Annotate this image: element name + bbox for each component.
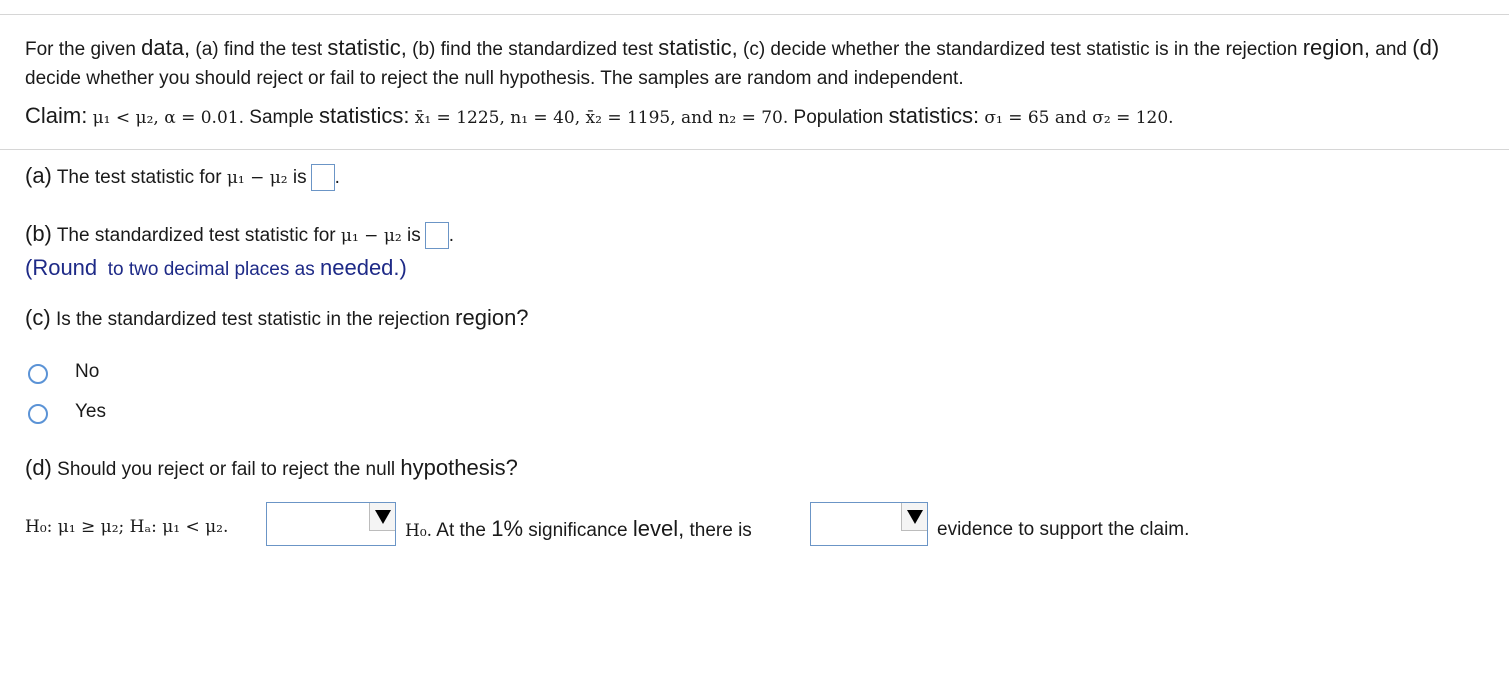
hypotheses: H₀: μ₁ ≥ μ₂; Hₐ: μ₁ < μ₂.: [25, 517, 229, 537]
part-d: (d) Should you reject or fail to reject the null hypothesis?: [25, 455, 518, 480]
sample-statistics: x̄₁ = 1225, n₁ = 40, x̄₂ = 1195, and n₂ = 70.: [414, 108, 789, 128]
standardized-statistic-input[interactable]: [425, 222, 449, 249]
reject-decision-dropdown[interactable]: [266, 502, 396, 546]
part-c-label: (c): [25, 305, 51, 330]
top-divider: [0, 14, 1509, 15]
section-divider: [0, 149, 1509, 150]
option-no[interactable]: [28, 361, 100, 385]
radio-button[interactable]: [28, 404, 48, 424]
evidence-text: evidence to support the claim.: [937, 519, 1190, 540]
test-statistic-input[interactable]: [311, 164, 335, 191]
question-text: For the given data, (a) find the test statistic, (b) find the standardized test statistic, (c) decide whether the standardized test statistic is in the rejection region, and (d) decide whether you should reject or fail to reject the null hypothesis. The samples are random and independent.: [25, 35, 1440, 89]
option-label: No: [75, 361, 100, 382]
radio-button[interactable]: [28, 364, 48, 384]
part-c: (c) Is the standardized test statistic in the rejection region?: [25, 305, 529, 330]
round-instruction: (Round to two decimal places as needed.): [25, 255, 407, 280]
option-yes[interactable]: [28, 401, 106, 425]
evidence-dropdown[interactable]: [810, 502, 928, 546]
part-a-label: (a): [25, 163, 52, 188]
significance-sentence: H₀. At the 1% significance level, there is: [405, 516, 752, 541]
population-statistics: σ₁ = 65 and σ₂ = 120.: [984, 108, 1174, 128]
part-d-label: (d): [25, 455, 52, 480]
claim-line: Claim: μ₁ < μ₂, α = 0.01. Sample statistics: x̄₁ = 1225, n₁ = 40, x̄₂ = 1195, and n₂ = 70. Population statistics: σ₁ = 65 and σ₂ = 120.: [25, 103, 1174, 128]
claim-label: Claim:: [25, 103, 88, 128]
claim-expression: μ₁ < μ₂, α = 0.01.: [92, 108, 244, 128]
chevron-down-icon[interactable]: [901, 503, 927, 531]
part-b-label: (b): [25, 221, 52, 246]
option-label: Yes: [75, 401, 106, 422]
part-a: (a) The test statistic for μ₁ − μ₂ is .: [25, 163, 340, 191]
chevron-down-icon[interactable]: [369, 503, 395, 531]
part-b: (b) The standardized test statistic for μ₁ − μ₂ is .: [25, 221, 454, 249]
